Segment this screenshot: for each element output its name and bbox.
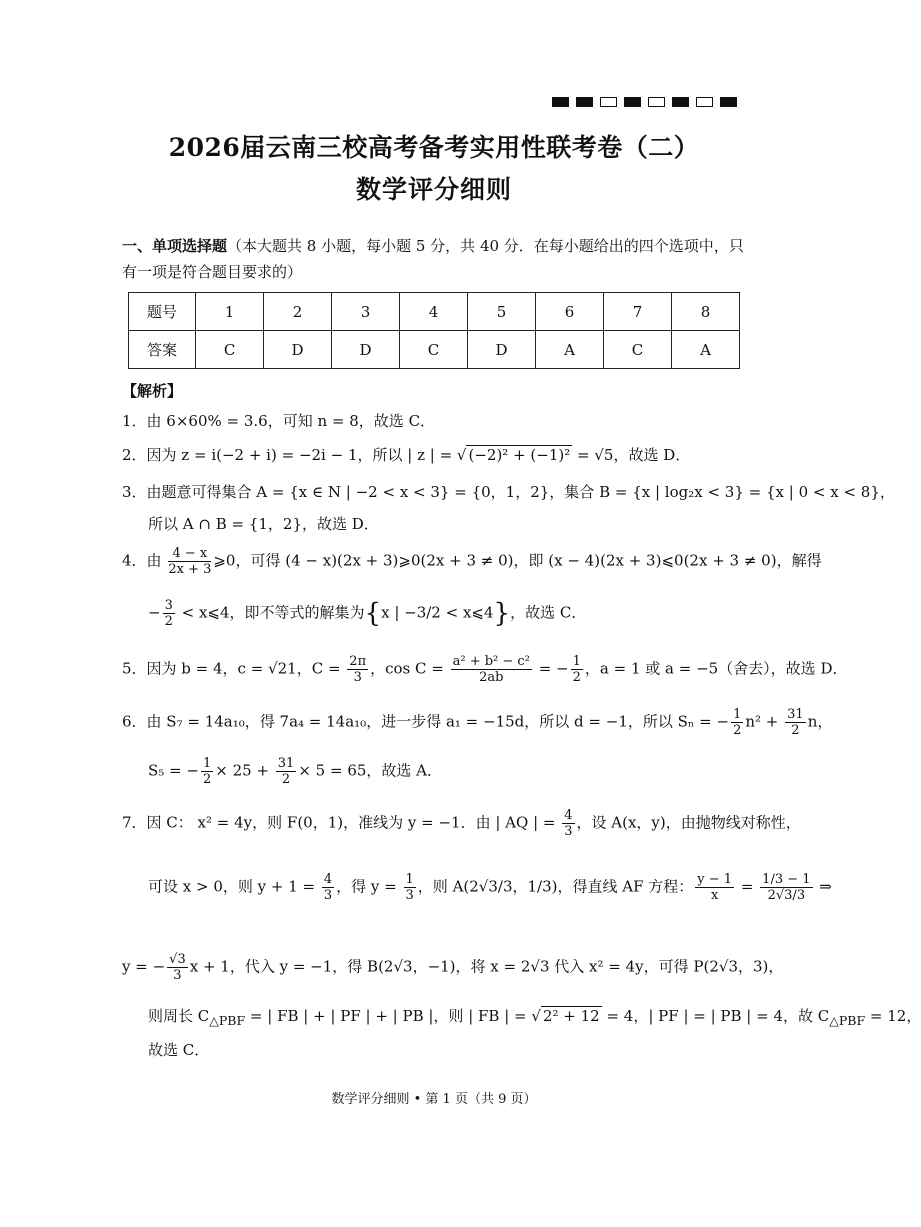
fraction: [322, 872, 334, 903]
solution-7-line-4: [148, 1005, 921, 1028]
text: ，故选 C．: [510, 603, 587, 622]
numerator: 4: [564, 808, 573, 823]
denominator: 2: [572, 670, 581, 685]
solution-4-line-2: [148, 598, 586, 629]
text: ，设 A(x，y)，由抛物线对称性，: [576, 813, 801, 832]
text: ⩾0，可得 (4 − x)(2x + 3)⩾0(2x + 3 ≠ 0)，即 (x − 4)(2x + 3)⩽0(2x + 3 ≠ 0)，解得: [213, 551, 822, 570]
fraction: [785, 707, 806, 738]
fraction: [404, 872, 416, 903]
marker-square: [600, 97, 617, 107]
fraction: [163, 598, 175, 629]
numerator: √3: [169, 952, 186, 967]
text: 可设 x > 0，则 y + 1 =: [148, 877, 320, 896]
denominator: 2√3/3: [767, 888, 806, 903]
answer-cell: D: [264, 331, 332, 369]
numerator: 31: [277, 756, 295, 771]
solution-2: [122, 444, 690, 465]
text: = 4，| PF | = | PB | = 4，故 C: [601, 1007, 830, 1025]
numerator: 4: [323, 872, 333, 887]
row-label: 答案: [129, 331, 196, 369]
text: = −: [533, 659, 569, 678]
fraction: [201, 756, 213, 787]
marker-square: [576, 97, 593, 107]
solution-set: x | −3/2 < x⩽4: [381, 603, 494, 622]
subscript: △PBF: [829, 1013, 866, 1028]
fraction: [347, 654, 368, 685]
numerator: 1/3 − 1: [762, 872, 811, 887]
fraction: [695, 872, 734, 903]
numerator: 4 − x: [168, 546, 211, 562]
denominator: 2: [733, 723, 742, 738]
row-label: 题号: [129, 293, 196, 331]
section-title: 一、单项选择题: [122, 237, 228, 255]
solution-7-line-3: [122, 952, 783, 983]
solution-4-line-1: [122, 546, 822, 577]
subscript: △PBF: [209, 1013, 246, 1028]
solution-5: [122, 654, 847, 685]
text: ⇒: [814, 877, 832, 896]
text: × 5 = 65，故选 A．: [298, 761, 443, 780]
text: ，cos C =: [370, 659, 449, 678]
solution-3-line-2: 所以 A ∩ B = {1，2}，故选 D．: [148, 515, 379, 533]
numerator: y − 1: [697, 872, 733, 887]
text: S₅ = −: [148, 761, 199, 780]
text: ，得 y =: [336, 877, 402, 896]
marker-square: [648, 97, 665, 107]
brace-right: }: [493, 598, 511, 629]
question-number-cell: 1: [196, 293, 264, 331]
marker-square: [720, 97, 737, 107]
text: = | FB | + | PF | + | PB |，则 | FB | =: [245, 1007, 532, 1025]
text: x + 1，代入 y = −1，得 B(2√3，−1)，将 x = 2√3 代入 x² = 4y，可得 P(2√3，3)，: [189, 957, 784, 976]
analysis-label: 【解析】: [122, 382, 183, 400]
marker-square: [672, 97, 689, 107]
denominator: 3: [173, 968, 182, 983]
fraction: [167, 952, 188, 983]
text: = 12，: [865, 1007, 921, 1025]
question-number-cell: 5: [468, 293, 536, 331]
solution-1: 1．由 6×60% = 3.6，可知 n = 8，故选 C．: [122, 412, 436, 430]
denominator: 3: [564, 824, 573, 839]
fraction: [168, 546, 211, 577]
fraction: [562, 808, 574, 839]
text: ，则 A: [417, 877, 464, 896]
denominator: 2: [791, 723, 800, 738]
question-number-cell: 3: [332, 293, 400, 331]
sqrt-radicand: (−2)² + (−1)²: [468, 446, 571, 464]
text: 4．由: [122, 551, 162, 570]
answer-cell: A: [536, 331, 604, 369]
text: ，得直线 AF 方程：: [557, 877, 694, 896]
denominator: 2ab: [479, 670, 504, 685]
question-number-cell: 7: [604, 293, 672, 331]
question-number-cell: 8: [671, 293, 739, 331]
sqrt-sign: √: [456, 446, 467, 464]
point-a: (2√3/3，1/3): [463, 877, 558, 896]
denominator: 2: [202, 772, 212, 787]
numerator: 1: [405, 872, 414, 887]
denominator: 3: [405, 888, 414, 903]
text: y = −: [122, 957, 166, 976]
denominator: 3: [353, 670, 362, 685]
marker-square: [696, 97, 713, 107]
denominator: 2: [164, 614, 173, 629]
fraction: [451, 654, 532, 685]
numerator: a² + b² − c²: [452, 654, 530, 669]
text: 5．因为 b = 4，c = √21，C =: [122, 659, 346, 678]
marker-square: [552, 97, 569, 107]
text: 则周长 C: [148, 1007, 210, 1025]
sqrt-radicand: 2² + 12: [542, 1007, 600, 1025]
marker-strip: [552, 97, 737, 107]
fraction: [731, 707, 743, 738]
table-row: [129, 293, 740, 331]
text: 7．因 C： x² = 4y，则 F(0，1)，准线为 y = −1．由 | AQ | =: [122, 813, 561, 832]
fraction: [760, 872, 812, 903]
fraction: [276, 756, 297, 787]
answer-cell: C: [400, 331, 468, 369]
section-heading: [122, 233, 748, 285]
denominator: x: [711, 888, 719, 903]
question-number-cell: 4: [400, 293, 468, 331]
solution-2-text: 2．因为 z = i(−2 + i) = −2i − 1，所以 | z | =: [122, 446, 457, 464]
page-footer: 数学评分细则 • 第 1 页（共 9 页）: [331, 1092, 537, 1107]
solution-6-line-2: [148, 756, 442, 787]
denominator: 2: [281, 772, 291, 787]
answer-cell: D: [468, 331, 536, 369]
text: < x⩽4，即不等式的解集为: [176, 603, 365, 622]
section-description: （本大题共 8 小题，每小题 5 分，共 40 分．在每小题给出的四个选项中，只有一项是符合题目要求的）: [122, 237, 744, 281]
answer-cell: C: [196, 331, 264, 369]
question-number-cell: 6: [536, 293, 604, 331]
text: n，: [807, 712, 833, 731]
text: n² +: [745, 712, 784, 731]
answer-cell: A: [671, 331, 739, 369]
document-title: 2026届云南三校高考备考实用性联考卷（二）: [168, 133, 700, 162]
solution-7-line-5: 故选 C．: [148, 1041, 210, 1059]
table-row: [129, 331, 740, 369]
solution-3-line-1: 3．由题意可得集合 A = {x ∈ N | −2 < x < 3} = {0，1，2}，集合 B = {x | log₂x < 3} = {x | 0 < x < 8}，: [122, 483, 895, 501]
numerator: 1: [733, 707, 742, 722]
solution-6-line-1: [122, 707, 832, 738]
marker-square: [624, 97, 641, 107]
numerator: 1: [572, 654, 581, 669]
brace-left: {: [364, 598, 382, 629]
solution-7-line-2: [148, 872, 832, 903]
text: −: [148, 603, 161, 622]
numerator: 3: [164, 598, 173, 613]
numerator: 2π: [349, 654, 367, 669]
answer-cell: C: [604, 331, 672, 369]
sqrt-sign: √: [531, 1007, 541, 1025]
numerator: 31: [787, 707, 804, 722]
question-number-cell: 2: [264, 293, 332, 331]
solution-7-line-1: [122, 808, 801, 839]
solution-2-tail: = √5，故选 D．: [572, 446, 691, 464]
text: × 25 +: [215, 761, 274, 780]
numerator: 1: [202, 756, 212, 771]
denominator: 3: [323, 888, 333, 903]
answer-cell: D: [332, 331, 400, 369]
fraction: [571, 654, 583, 685]
text: 6．由 S₇ = 14a₁₀，得 7a₄ = 14a₁₀，进一步得 a₁ = −15d，所以 d = −1，所以 Sₙ = −: [122, 712, 730, 731]
denominator: 2x + 3: [168, 562, 212, 577]
document-subtitle: 数学评分细则: [355, 175, 512, 204]
answer-table: [128, 292, 740, 369]
text: =: [736, 877, 759, 896]
text: ，a = 1 或 a = −5（舍去），故选 D．: [584, 659, 848, 678]
